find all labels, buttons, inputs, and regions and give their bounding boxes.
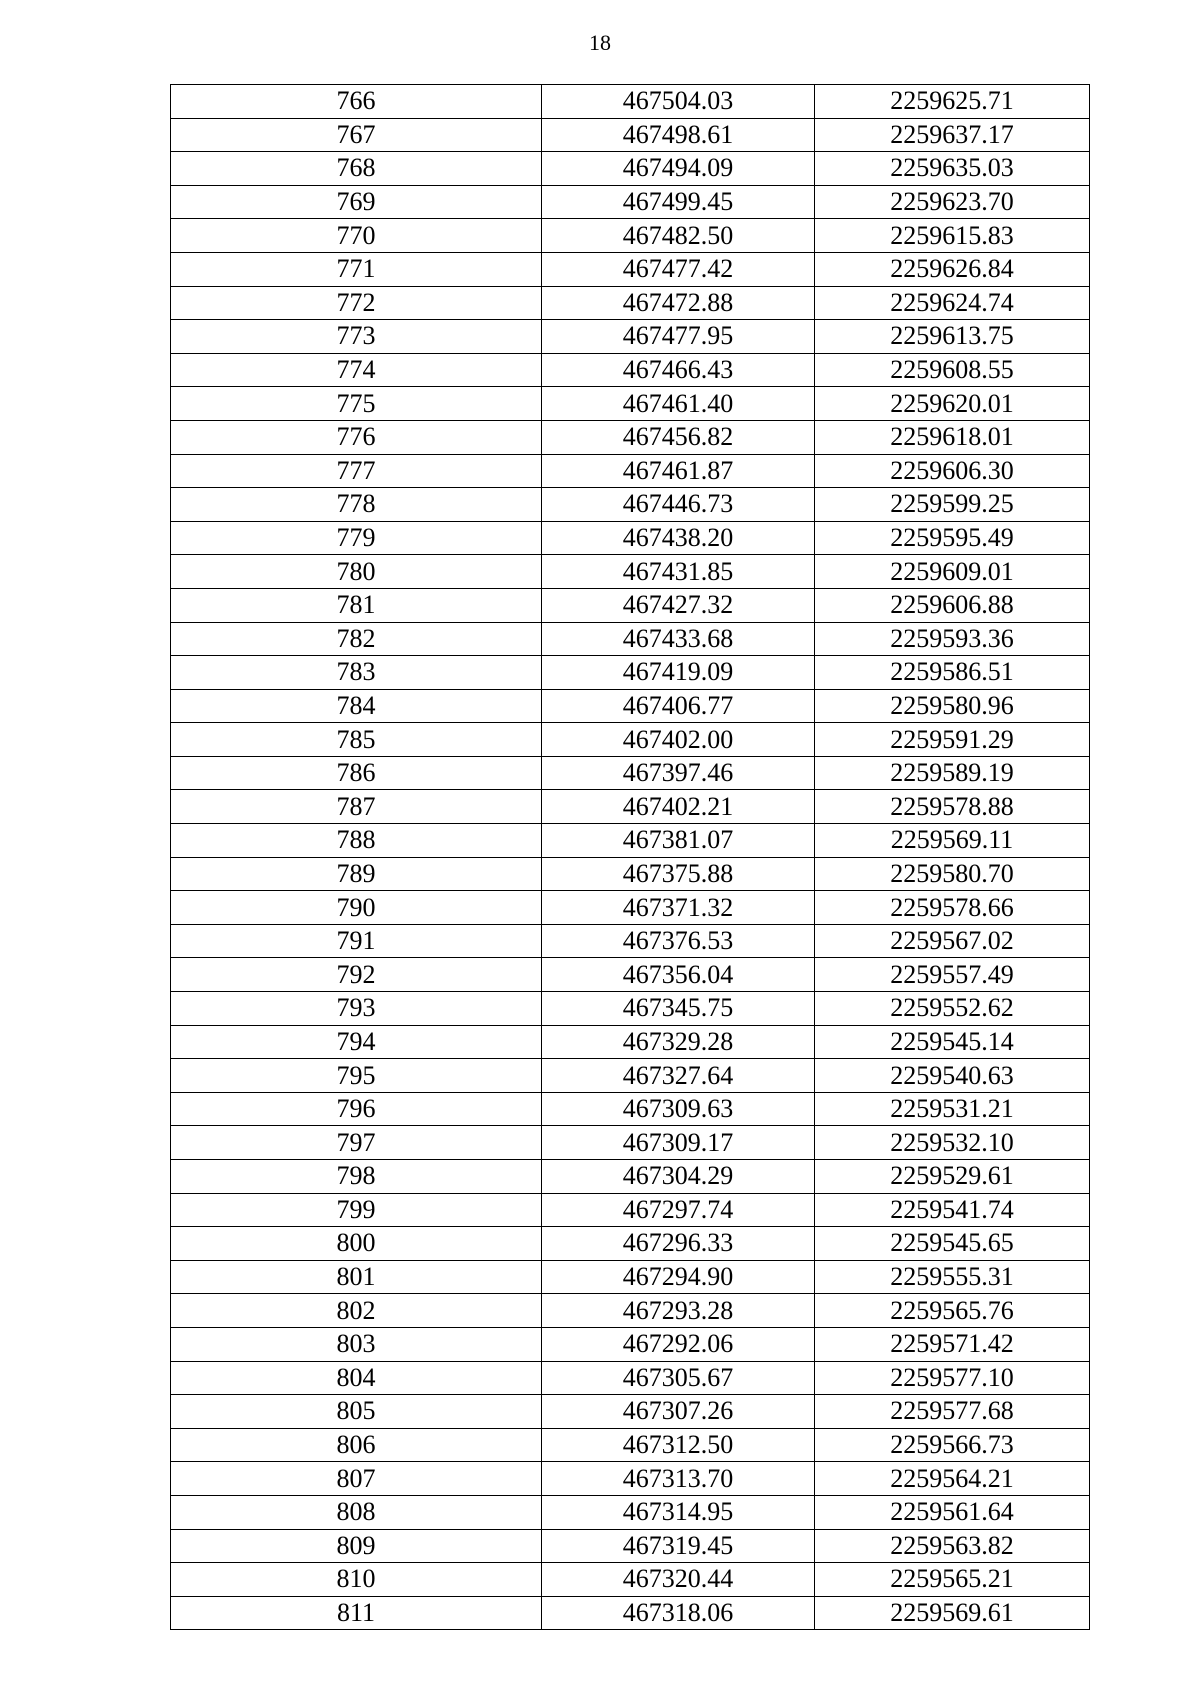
x-coordinate-cell: 467472.88: [542, 286, 815, 320]
page-number: 18: [589, 30, 611, 55]
table-row: [171, 958, 1090, 992]
point-number-cell: 772: [171, 286, 542, 320]
table-row: [171, 1160, 1090, 1194]
x-coordinate-cell: 467494.09: [542, 152, 815, 186]
x-coordinate-cell: 467419.09: [542, 656, 815, 690]
y-coordinate-cell: 2259613.75: [815, 320, 1090, 354]
y-coordinate-cell: 2259564.21: [815, 1462, 1090, 1496]
x-coordinate-cell: 467307.26: [542, 1395, 815, 1429]
point-number-cell: 809: [171, 1529, 542, 1563]
table-row: [171, 1059, 1090, 1093]
point-number-cell: 788: [171, 824, 542, 858]
table-row: [171, 1361, 1090, 1395]
table-row: [171, 656, 1090, 690]
x-coordinate-cell: 467318.06: [542, 1596, 815, 1630]
y-coordinate-cell: 2259593.36: [815, 622, 1090, 656]
point-number-cell: 798: [171, 1160, 542, 1194]
point-number-cell: 785: [171, 723, 542, 757]
y-coordinate-cell: 2259567.02: [815, 924, 1090, 958]
table-row: [171, 1395, 1090, 1429]
y-coordinate-cell: 2259580.96: [815, 689, 1090, 723]
y-coordinate-cell: 2259561.64: [815, 1495, 1090, 1529]
point-number-cell: 782: [171, 622, 542, 656]
x-coordinate-cell: 467371.32: [542, 891, 815, 925]
x-coordinate-cell: 467375.88: [542, 857, 815, 891]
coordinates-table: [170, 84, 1090, 1630]
y-coordinate-cell: 2259569.11: [815, 824, 1090, 858]
point-number-cell: 799: [171, 1193, 542, 1227]
point-number-cell: 786: [171, 756, 542, 790]
point-number-cell: 780: [171, 555, 542, 589]
table-row: [171, 723, 1090, 757]
x-coordinate-cell: 467397.46: [542, 756, 815, 790]
x-coordinate-cell: 467309.63: [542, 1092, 815, 1126]
y-coordinate-cell: 2259608.55: [815, 353, 1090, 387]
point-number-cell: 793: [171, 992, 542, 1026]
x-coordinate-cell: 467504.03: [542, 85, 815, 119]
point-number-cell: 804: [171, 1361, 542, 1395]
table-row: [171, 1529, 1090, 1563]
point-number-cell: 789: [171, 857, 542, 891]
x-coordinate-cell: 467356.04: [542, 958, 815, 992]
x-coordinate-cell: 467466.43: [542, 353, 815, 387]
y-coordinate-cell: 2259529.61: [815, 1160, 1090, 1194]
y-coordinate-cell: 2259531.21: [815, 1092, 1090, 1126]
table-row: [171, 185, 1090, 219]
point-number-cell: 792: [171, 958, 542, 992]
table-row: [171, 1092, 1090, 1126]
x-coordinate-cell: 467498.61: [542, 118, 815, 152]
table-row: [171, 1462, 1090, 1496]
point-number-cell: 767: [171, 118, 542, 152]
point-number-cell: 808: [171, 1495, 542, 1529]
point-number-cell: 794: [171, 1025, 542, 1059]
y-coordinate-cell: 2259635.03: [815, 152, 1090, 186]
x-coordinate-cell: 467427.32: [542, 588, 815, 622]
table-row: [171, 488, 1090, 522]
y-coordinate-cell: 2259599.25: [815, 488, 1090, 522]
y-coordinate-cell: 2259565.21: [815, 1563, 1090, 1597]
y-coordinate-cell: 2259615.83: [815, 219, 1090, 253]
point-number-cell: 779: [171, 521, 542, 555]
table-row: [171, 790, 1090, 824]
table-row: [171, 992, 1090, 1026]
y-coordinate-cell: 2259532.10: [815, 1126, 1090, 1160]
y-coordinate-cell: 2259595.49: [815, 521, 1090, 555]
x-coordinate-cell: 467406.77: [542, 689, 815, 723]
y-coordinate-cell: 2259578.66: [815, 891, 1090, 925]
x-coordinate-cell: 467292.06: [542, 1327, 815, 1361]
y-coordinate-cell: 2259555.31: [815, 1260, 1090, 1294]
y-coordinate-cell: 2259620.01: [815, 387, 1090, 421]
x-coordinate-cell: 467319.45: [542, 1529, 815, 1563]
y-coordinate-cell: 2259606.30: [815, 454, 1090, 488]
y-coordinate-cell: 2259557.49: [815, 958, 1090, 992]
table-row: [171, 1126, 1090, 1160]
point-number-cell: 776: [171, 420, 542, 454]
point-number-cell: 806: [171, 1428, 542, 1462]
point-number-cell: 801: [171, 1260, 542, 1294]
point-number-cell: 771: [171, 252, 542, 286]
y-coordinate-cell: 2259540.63: [815, 1059, 1090, 1093]
y-coordinate-cell: 2259545.65: [815, 1227, 1090, 1261]
x-coordinate-cell: 467305.67: [542, 1361, 815, 1395]
y-coordinate-cell: 2259591.29: [815, 723, 1090, 757]
table-row: [171, 588, 1090, 622]
x-coordinate-cell: 467477.95: [542, 320, 815, 354]
y-coordinate-cell: 2259606.88: [815, 588, 1090, 622]
point-number-cell: 769: [171, 185, 542, 219]
table-row: [171, 85, 1090, 119]
table-row: [171, 420, 1090, 454]
table-row: [171, 622, 1090, 656]
table-row: [171, 152, 1090, 186]
table-row: [171, 1327, 1090, 1361]
y-coordinate-cell: 2259569.61: [815, 1596, 1090, 1630]
point-number-cell: 783: [171, 656, 542, 690]
y-coordinate-cell: 2259580.70: [815, 857, 1090, 891]
table-row: [171, 320, 1090, 354]
table-row: [171, 756, 1090, 790]
x-coordinate-cell: 467329.28: [542, 1025, 815, 1059]
x-coordinate-cell: 467477.42: [542, 252, 815, 286]
y-coordinate-cell: 2259586.51: [815, 656, 1090, 690]
y-coordinate-cell: 2259578.88: [815, 790, 1090, 824]
table-row: [171, 1563, 1090, 1597]
x-coordinate-cell: 467482.50: [542, 219, 815, 253]
point-number-cell: 810: [171, 1563, 542, 1597]
x-coordinate-cell: 467297.74: [542, 1193, 815, 1227]
x-coordinate-cell: 467304.29: [542, 1160, 815, 1194]
table-row: [171, 891, 1090, 925]
x-coordinate-cell: 467438.20: [542, 521, 815, 555]
point-number-cell: 795: [171, 1059, 542, 1093]
point-number-cell: 781: [171, 588, 542, 622]
x-coordinate-cell: 467312.50: [542, 1428, 815, 1462]
table-row: [171, 1227, 1090, 1261]
point-number-cell: 777: [171, 454, 542, 488]
x-coordinate-cell: 467314.95: [542, 1495, 815, 1529]
x-coordinate-cell: 467381.07: [542, 824, 815, 858]
y-coordinate-cell: 2259541.74: [815, 1193, 1090, 1227]
table-row: [171, 689, 1090, 723]
x-coordinate-cell: 467293.28: [542, 1294, 815, 1328]
point-number-cell: 766: [171, 85, 542, 119]
x-coordinate-cell: 467431.85: [542, 555, 815, 589]
table-row: [171, 387, 1090, 421]
table-row: [171, 555, 1090, 589]
point-number-cell: 784: [171, 689, 542, 723]
table-row: [171, 219, 1090, 253]
x-coordinate-cell: 467433.68: [542, 622, 815, 656]
table-row: [171, 1428, 1090, 1462]
table-row: [171, 1495, 1090, 1529]
y-coordinate-cell: 2259623.70: [815, 185, 1090, 219]
y-coordinate-cell: 2259618.01: [815, 420, 1090, 454]
point-number-cell: 775: [171, 387, 542, 421]
y-coordinate-cell: 2259571.42: [815, 1327, 1090, 1361]
point-number-cell: 790: [171, 891, 542, 925]
x-coordinate-cell: 467294.90: [542, 1260, 815, 1294]
x-coordinate-cell: 467327.64: [542, 1059, 815, 1093]
y-coordinate-cell: 2259609.01: [815, 555, 1090, 589]
point-number-cell: 796: [171, 1092, 542, 1126]
x-coordinate-cell: 467461.87: [542, 454, 815, 488]
y-coordinate-cell: 2259577.10: [815, 1361, 1090, 1395]
point-number-cell: 797: [171, 1126, 542, 1160]
point-number-cell: 778: [171, 488, 542, 522]
table-row: [171, 1294, 1090, 1328]
x-coordinate-cell: 467313.70: [542, 1462, 815, 1496]
y-coordinate-cell: 2259637.17: [815, 118, 1090, 152]
point-number-cell: 805: [171, 1395, 542, 1429]
point-number-cell: 768: [171, 152, 542, 186]
point-number-cell: 802: [171, 1294, 542, 1328]
table-row: [171, 824, 1090, 858]
y-coordinate-cell: 2259552.62: [815, 992, 1090, 1026]
point-number-cell: 774: [171, 353, 542, 387]
y-coordinate-cell: 2259545.14: [815, 1025, 1090, 1059]
y-coordinate-cell: 2259625.71: [815, 85, 1090, 119]
table-row: [171, 1025, 1090, 1059]
x-coordinate-cell: 467345.75: [542, 992, 815, 1026]
point-number-cell: 800: [171, 1227, 542, 1261]
point-number-cell: 811: [171, 1596, 542, 1630]
table-row: [171, 1193, 1090, 1227]
table-row: [171, 1596, 1090, 1630]
x-coordinate-cell: 467309.17: [542, 1126, 815, 1160]
x-coordinate-cell: 467456.82: [542, 420, 815, 454]
table-row: [171, 252, 1090, 286]
x-coordinate-cell: 467499.45: [542, 185, 815, 219]
y-coordinate-cell: 2259565.76: [815, 1294, 1090, 1328]
y-coordinate-cell: 2259624.74: [815, 286, 1090, 320]
x-coordinate-cell: 467402.00: [542, 723, 815, 757]
table-row: [171, 1260, 1090, 1294]
y-coordinate-cell: 2259626.84: [815, 252, 1090, 286]
point-number-cell: 807: [171, 1462, 542, 1496]
table-row: [171, 857, 1090, 891]
x-coordinate-cell: 467402.21: [542, 790, 815, 824]
point-number-cell: 787: [171, 790, 542, 824]
point-number-cell: 773: [171, 320, 542, 354]
table-row: [171, 286, 1090, 320]
y-coordinate-cell: 2259589.19: [815, 756, 1090, 790]
y-coordinate-cell: 2259563.82: [815, 1529, 1090, 1563]
table-row: [171, 454, 1090, 488]
point-number-cell: 803: [171, 1327, 542, 1361]
y-coordinate-cell: 2259577.68: [815, 1395, 1090, 1429]
table-row: [171, 353, 1090, 387]
x-coordinate-cell: 467376.53: [542, 924, 815, 958]
point-number-cell: 770: [171, 219, 542, 253]
x-coordinate-cell: 467320.44: [542, 1563, 815, 1597]
y-coordinate-cell: 2259566.73: [815, 1428, 1090, 1462]
point-number-cell: 791: [171, 924, 542, 958]
table-row: [171, 924, 1090, 958]
x-coordinate-cell: 467446.73: [542, 488, 815, 522]
table-row: [171, 521, 1090, 555]
coordinates-table-body: [171, 85, 1090, 1630]
table-row: [171, 118, 1090, 152]
x-coordinate-cell: 467296.33: [542, 1227, 815, 1261]
x-coordinate-cell: 467461.40: [542, 387, 815, 421]
